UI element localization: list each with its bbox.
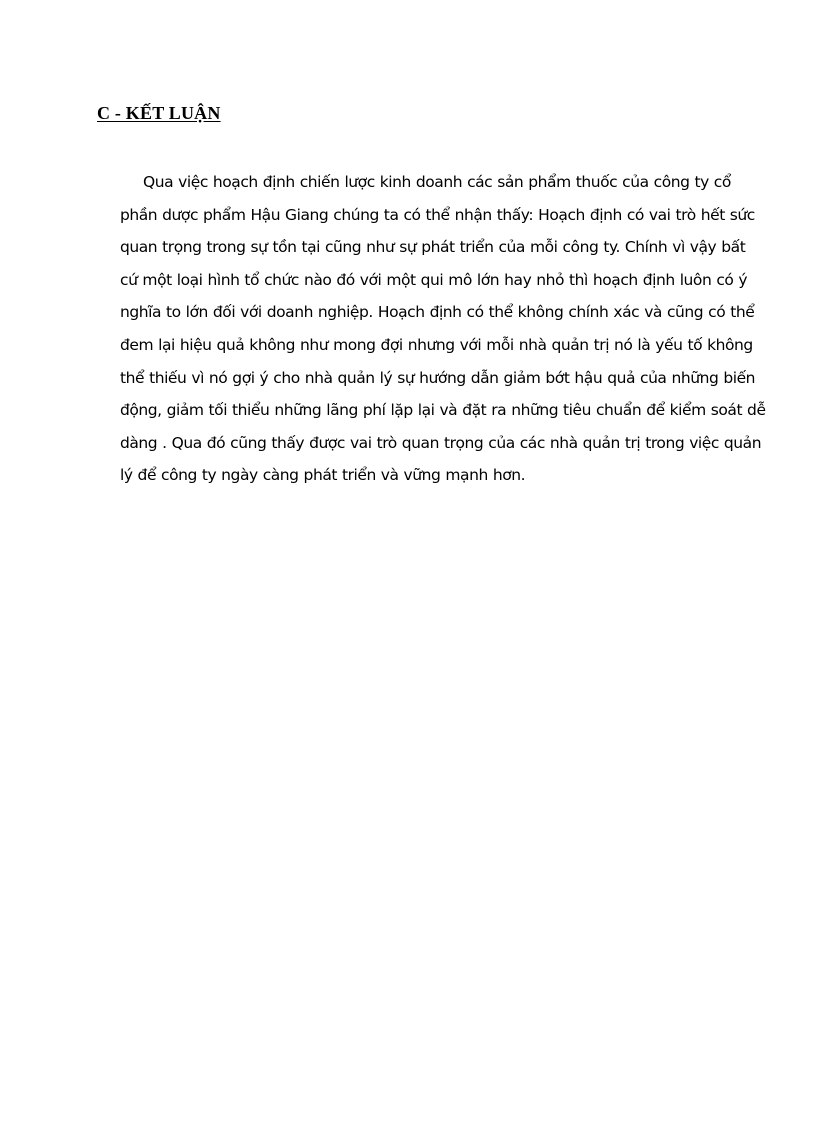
section-heading: C - KẾT LUẬN (97, 103, 221, 123)
paragraph-line: lý để công ty ngày càng phát triển và vững mạnh hơn. (120, 466, 526, 485)
paragraph-line: động, giảm tối thiểu những lãng phí lặp lại và đặt ra những tiêu chuẩn để kiểm soát dễ (120, 401, 766, 420)
paragraph-line: nghĩa to lớn đối với doanh nghiệp. Hoạch định có thể không chính xác và cũng có thể (120, 303, 755, 322)
paragraph-line: quan trọng trong sự tồn tại cũng như sự phát triển của mỗi công ty. Chính vì vậy bất (120, 238, 746, 257)
paragraph-line: thể thiếu vì nó gợi ý cho nhà quản lý sự hướng dẫn giảm bớt hậu quả của những biến (120, 368, 756, 387)
paragraph-line: dàng . Qua đó cũng thấy được vai trò quan trọng của các nhà quản trị trong việc quản (120, 433, 762, 452)
paragraph-line: cứ một loại hình tổ chức nào đó với một qui mô lớn hay nhỏ thì hoạch định luôn có ý (120, 270, 748, 289)
paragraph-line: đem lại hiệu quả không như mong đợi nhưng với mỗi nhà quản trị nó là yếu tố không (120, 335, 753, 354)
paragraph-line: Qua việc hoạch định chiến lược kinh doanh các sản phẩm thuốc của công ty cổ (143, 173, 731, 191)
conclusion-paragraph (120, 166, 766, 492)
paragraph-line: phần dược phẩm Hậu Giang chúng ta có thể nhận thấy: Hoạch định có vai trò hết sức (120, 205, 755, 224)
